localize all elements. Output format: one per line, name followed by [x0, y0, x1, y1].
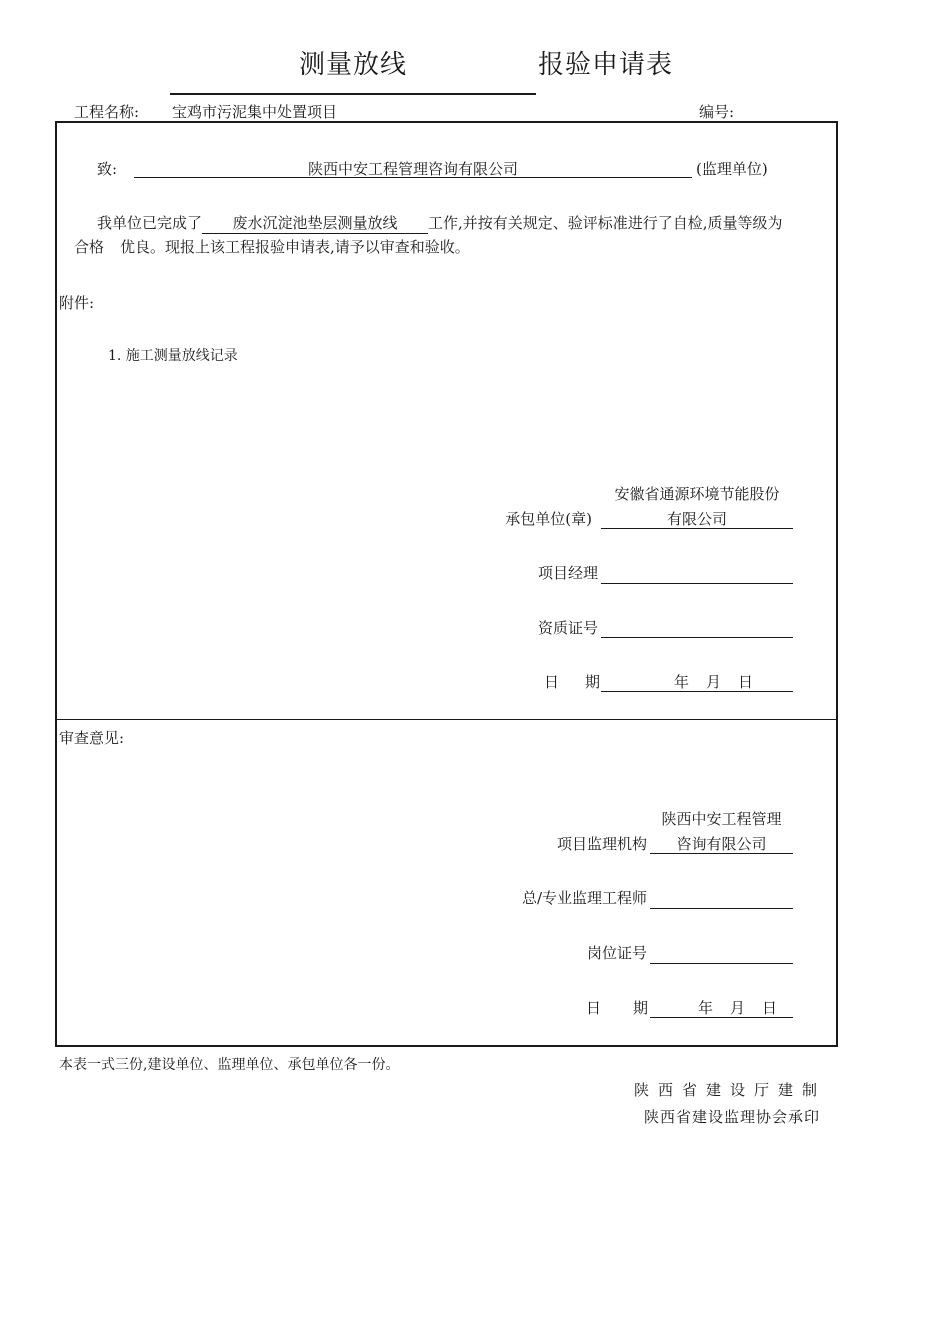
project-manager-signature-line[interactable] [601, 583, 793, 584]
contractor-unit-label: 承包单位(章) [505, 510, 592, 528]
quality-grade: 合格 [74, 238, 105, 256]
review-label: 审查意见: [59, 729, 125, 747]
review-date-label-1: 日 [586, 999, 602, 1017]
contractor-unit-line1: 安徽省通源环境节能股份 [614, 485, 780, 503]
body-text-before: 我单位已完成了 [97, 214, 203, 232]
contractor-date-label-1: 日 [544, 673, 560, 691]
post-cert-label: 岗位证号 [586, 944, 647, 962]
footer-maker: 陕西省建设厅建制 [634, 1081, 827, 1099]
title-left: 测量放线 [299, 50, 408, 80]
footer-printer: 陕西省建设监理协会承印 [644, 1108, 821, 1126]
review-date-month: 月 [730, 999, 746, 1017]
project-manager-label: 项目经理 [537, 564, 598, 582]
supervising-engineer-label: 总/专业监理工程师 [521, 889, 647, 907]
review-org-line1: 陕西中安工程管理 [661, 810, 782, 828]
addressee-suffix: (监理单位) [696, 160, 768, 178]
contractor-date-label-2: 期 [585, 673, 601, 691]
addressee-prefix: 致: [97, 160, 118, 178]
addressee-name: 陕西中安工程管理咨询有限公司 [307, 160, 518, 178]
post-cert-line[interactable] [650, 963, 793, 964]
number-label: 编号: [699, 103, 735, 121]
review-date-day: 日 [762, 999, 778, 1017]
contractor-unit-underline [601, 528, 793, 529]
supervising-engineer-signature-line[interactable] [650, 908, 793, 909]
body-line-1 [97, 212, 783, 234]
body-line-2 [74, 236, 470, 257]
qualification-cert-line[interactable] [601, 637, 793, 638]
project-name: 宝鸡市污泥集中处置项目 [172, 103, 338, 121]
review-date-year: 年 [698, 999, 714, 1017]
review-org-label: 项目监理机构 [556, 835, 647, 853]
qualification-cert-label: 资质证号 [537, 619, 598, 637]
review-date-label-2: 期 [633, 999, 649, 1017]
attachments-label: 附件: [59, 294, 95, 312]
title-underline [170, 93, 536, 95]
review-org-underline [650, 853, 793, 854]
contractor-unit-line2: 有限公司 [666, 510, 727, 528]
contractor-date-year: 年 [674, 673, 690, 691]
body-line-2-rest: 优良。现报上该工程报验申请表,请予以审查和验收。 [120, 238, 470, 256]
review-org-line2: 咨询有限公司 [676, 835, 767, 853]
contractor-date-line[interactable] [601, 691, 793, 692]
body-text-after: 工作,并按有关规定、验评标准进行了自检,质量等级为 [428, 214, 783, 232]
review-date-line[interactable] [650, 1017, 793, 1018]
footer-note: 本表一式三份,建设单位、监理单位、承包单位各一份。 [59, 1057, 400, 1073]
work-item: 废水沉淀池垫层测量放线 [202, 212, 428, 234]
title-right: 报验申请表 [538, 50, 674, 80]
project-label: 工程名称: [74, 103, 140, 121]
addressee-underline [134, 177, 692, 178]
attachment-item: 1. 施工测量放线记录 [108, 348, 238, 364]
contractor-date-day: 日 [738, 673, 754, 691]
contractor-date-month: 月 [706, 673, 722, 691]
section-divider [56, 719, 837, 720]
